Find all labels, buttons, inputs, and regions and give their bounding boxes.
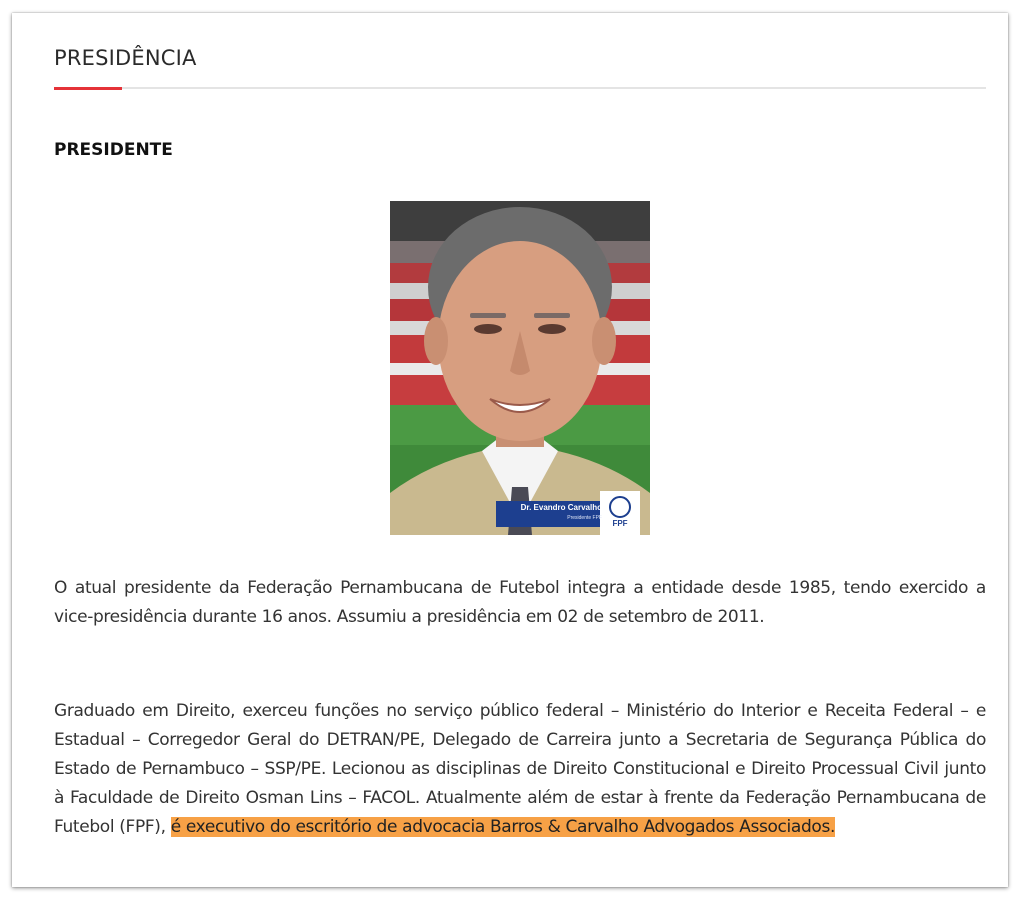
title-divider — [54, 87, 986, 89]
bio-paragraph-1: O atual presidente da Federação Pernambucana de Futebol integra a entidade desde 1985, tendo exercido a vice-presidência durante 16 anos. Assumiu a presidência em 02 de setembro de 2011. — [54, 578, 986, 627]
photo-caption-role: Presidente FPF — [567, 515, 602, 521]
fpf-logo-text: FPF — [612, 519, 628, 528]
president-photo — [390, 201, 650, 535]
fpf-logo — [600, 519, 640, 528]
bio-paragraph-2-text: Graduado em Direito, exerceu funções no serviço público federal – Ministério do Interior e Receita Federal – e Estadual – Corregedor Geral do DETRAN/PE, Delegado de Carreira junto a Secretaria de Segurança Pública do Estado de Pernambuco – SSP/PE. Lecionou as disciplinas de Direito Constitucional e Direito Processual Civil junto à Faculdade de Direito Osman Lins – FACOL. Atualmente além de estar à frente da Federação Pernambucana de Futebol (FPF), — [54, 701, 986, 837]
photo-caption-name: Dr. Evandro Carvalho — [520, 503, 602, 512]
highlighted-text: é executivo do escritório de advocacia Barros & Carvalho Advogados Associados. — [170, 817, 836, 837]
title-accent-bar — [54, 87, 122, 90]
bio-paragraph-2 — [54, 697, 986, 842]
president-heading: PRESIDENTE — [54, 140, 173, 160]
content-card — [12, 13, 1008, 887]
section-title: PRESIDÊNCIA — [54, 46, 197, 70]
